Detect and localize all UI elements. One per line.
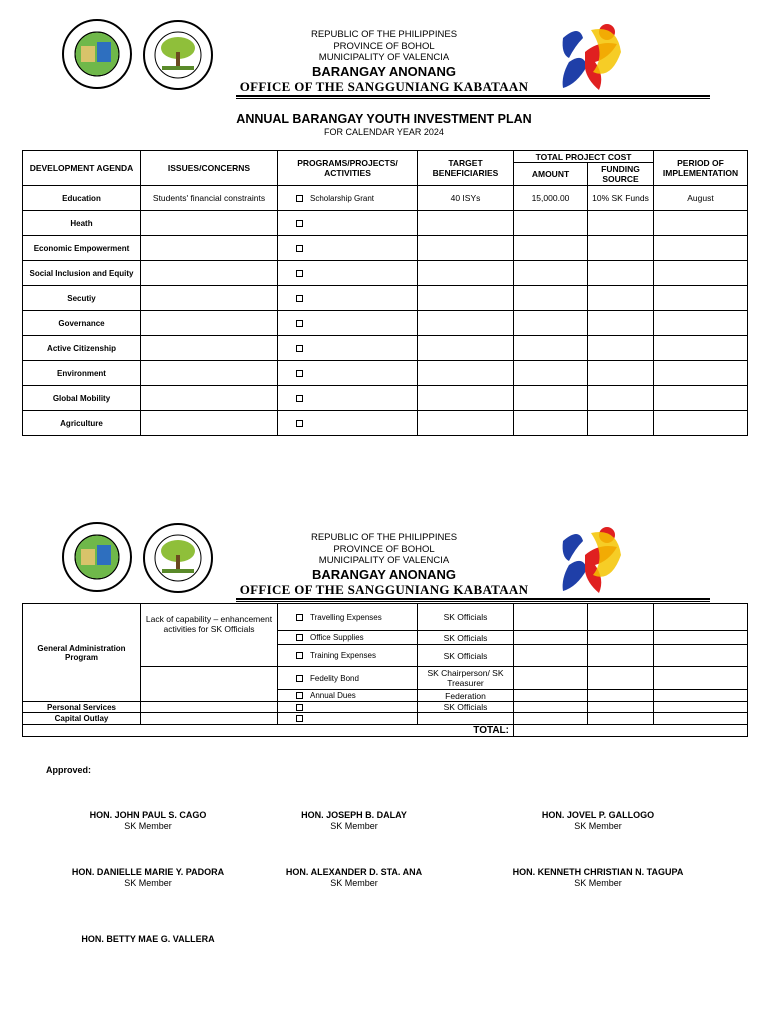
- co-target-cell: [418, 713, 514, 725]
- co-period-cell: [654, 713, 748, 725]
- header-rule: [236, 598, 710, 602]
- sk-logo-icon: [555, 521, 625, 597]
- personal-services-label: Personal Services: [23, 702, 141, 713]
- investment-plan-table: [22, 150, 748, 436]
- header-province: PROVINCE OF BOHOL: [333, 544, 435, 555]
- table-row: [23, 361, 748, 386]
- program-cell: [278, 261, 418, 286]
- amount-cell: [514, 411, 588, 436]
- table-row: [23, 186, 748, 211]
- co-issues-cell: [141, 713, 278, 725]
- funding-cell: [588, 411, 654, 436]
- target-cell: [418, 311, 514, 336]
- admin-issues-empty: [141, 667, 278, 702]
- admin-target: Federation: [418, 690, 514, 702]
- signatory-role: SK Member: [330, 821, 378, 831]
- signatory-name: HON. KENNETH CHRISTIAN N. TAGUPA: [512, 867, 684, 877]
- total-value-cell: [514, 725, 748, 737]
- issues-cell: [141, 336, 278, 361]
- plan-subtitle: FOR CALENDAR YEAR 2024: [324, 127, 444, 137]
- admin-program-label: Annual Dues: [310, 691, 356, 700]
- co-program-cell: [278, 713, 418, 725]
- admin-agenda: General Administration Program: [23, 604, 141, 702]
- issues-cell: [141, 411, 278, 436]
- amount-cell: [514, 261, 588, 286]
- target-cell: [418, 361, 514, 386]
- funding-cell: 10% SK Funds: [588, 186, 654, 211]
- issues-cell: [141, 261, 278, 286]
- admin-target: SK Officials: [418, 631, 514, 645]
- period-cell: [654, 411, 748, 436]
- checkbox[interactable]: [296, 370, 303, 377]
- agenda-cell: Education: [23, 186, 141, 211]
- admin-amount-cell: [514, 667, 588, 690]
- header-target: TARGET BENEFICIARIES: [418, 151, 514, 186]
- table-row: [23, 311, 748, 336]
- ps-target: SK Officials: [418, 702, 514, 713]
- target-cell: [418, 411, 514, 436]
- funding-cell: [588, 261, 654, 286]
- admin-program-cell: [278, 604, 418, 631]
- admin-funding-cell: [588, 690, 654, 702]
- program-cell: [278, 311, 418, 336]
- checkbox[interactable]: [296, 245, 303, 252]
- amount-cell: 15,000.00: [514, 186, 588, 211]
- valencia-seal-icon: [61, 18, 133, 90]
- program-cell: [278, 411, 418, 436]
- header-barangay: BARANGAY ANONANG: [312, 64, 456, 79]
- table-row: [23, 336, 748, 361]
- table-row: [23, 236, 748, 261]
- funding-cell: [588, 286, 654, 311]
- checkbox[interactable]: [296, 345, 303, 352]
- admin-period-cell: [654, 667, 748, 690]
- header-agenda: DEVELOPMENT AGENDA: [23, 151, 141, 186]
- table-row: [23, 411, 748, 436]
- target-cell: [418, 286, 514, 311]
- amount-cell: [514, 211, 588, 236]
- agenda-cell: Heath: [23, 211, 141, 236]
- signatory-name: HON. BETTY MAE G. VALLERA: [81, 934, 215, 944]
- checkbox[interactable]: [296, 704, 303, 711]
- checkbox[interactable]: [296, 692, 303, 699]
- signatory-name: HON. JOSEPH B. DALAY: [301, 810, 407, 820]
- admin-program-cell: [278, 645, 418, 667]
- header-republic: REPUBLIC OF THE PHILIPPINES: [310, 532, 458, 543]
- ps-issues-cell: [141, 702, 278, 713]
- admin-program-label: Office Supplies: [310, 633, 364, 642]
- agenda-cell: Social Inclusion and Equity: [23, 261, 141, 286]
- admin-amount-cell: [514, 604, 588, 631]
- issues-cell: [141, 286, 278, 311]
- checkbox[interactable]: [296, 675, 303, 682]
- signatory-role: SK Member: [330, 878, 378, 888]
- signatory-role: SK Member: [574, 821, 622, 831]
- co-funding-cell: [588, 713, 654, 725]
- checkbox[interactable]: [296, 652, 303, 659]
- admin-amount-cell: [514, 631, 588, 645]
- agenda-cell: Active Citizenship: [23, 336, 141, 361]
- period-cell: [654, 286, 748, 311]
- period-cell: [654, 261, 748, 286]
- period-cell: [654, 236, 748, 261]
- ps-program-cell: [278, 702, 418, 713]
- admin-period-cell: [654, 645, 748, 667]
- target-cell: [418, 261, 514, 286]
- signatory-name: HON. ALEXANDER D. STA. ANA: [285, 867, 423, 877]
- total-label: TOTAL:: [23, 725, 514, 737]
- table-row: [23, 286, 748, 311]
- checkbox[interactable]: [296, 614, 303, 621]
- period-cell: August: [654, 186, 748, 211]
- program-cell: [278, 211, 418, 236]
- checkbox[interactable]: [296, 320, 303, 327]
- target-cell: [418, 386, 514, 411]
- funding-cell: [588, 386, 654, 411]
- period-cell: [654, 361, 748, 386]
- issues-cell: [141, 361, 278, 386]
- target-cell: 40 ISYs: [418, 186, 514, 211]
- period-cell: [654, 311, 748, 336]
- funding-cell: [588, 211, 654, 236]
- target-cell: [418, 236, 514, 261]
- signatory-name: HON. JOVEL P. GALLOGO: [541, 810, 655, 820]
- admin-funding-cell: [588, 667, 654, 690]
- amount-cell: [514, 386, 588, 411]
- sk-logo-icon: [555, 18, 625, 94]
- admin-period-cell: [654, 631, 748, 645]
- header-period: PERIOD OF IMPLEMENTATION: [654, 151, 748, 186]
- checkbox[interactable]: [296, 634, 303, 641]
- issues-cell: Students' financial constraints: [141, 186, 278, 211]
- signatory-name: HON. DANIELLE MARIE Y. PADORA: [71, 867, 225, 877]
- header-programs: PROGRAMS/PROJECTS/ ACTIVITIES: [278, 151, 418, 186]
- issues-cell: [141, 311, 278, 336]
- header-issues: ISSUES/CONCERNS: [141, 151, 278, 186]
- ps-funding-cell: [588, 702, 654, 713]
- admin-target: SK Chairperson/ SK Treasurer: [418, 667, 514, 690]
- agenda-cell: Secutiy: [23, 286, 141, 311]
- funding-cell: [588, 336, 654, 361]
- funding-cell: [588, 236, 654, 261]
- table-row: [23, 386, 748, 411]
- admin-issues: Lack of capability – enhancement activities for SK Officials: [141, 604, 278, 667]
- admin-program-label: Training Expenses: [310, 651, 376, 660]
- header-rule: [236, 95, 710, 99]
- admin-funding-cell: [588, 604, 654, 631]
- program-cell: [278, 361, 418, 386]
- admin-period-cell: [654, 604, 748, 631]
- admin-funding-cell: [588, 645, 654, 667]
- admin-program-cell: [278, 667, 418, 690]
- admin-period-cell: [654, 690, 748, 702]
- ps-amount-cell: [514, 702, 588, 713]
- admin-program-label: Travelling Expenses: [310, 612, 382, 622]
- amount-cell: [514, 336, 588, 361]
- header-office: OFFICE OF THE SANGGUNIANG KABATAAN: [239, 582, 529, 597]
- checkbox[interactable]: [296, 295, 303, 302]
- valencia-seal-icon: [61, 521, 133, 593]
- plan-title: ANNUAL BARANGAY YOUTH INVESTMENT PLAN: [236, 112, 532, 126]
- admin-funding-cell: [588, 631, 654, 645]
- amount-cell: [514, 286, 588, 311]
- admin-target: SK Officials: [418, 645, 514, 667]
- amount-cell: [514, 236, 588, 261]
- program-cell: [278, 236, 418, 261]
- checkbox[interactable]: [296, 270, 303, 277]
- agenda-cell: Governance: [23, 311, 141, 336]
- approved-label: Approved:: [46, 765, 91, 775]
- program-label: Scholarship Grant: [310, 193, 375, 203]
- signatory-role: SK Member: [574, 878, 622, 888]
- admin-amount-cell: [514, 645, 588, 667]
- target-cell: [418, 211, 514, 236]
- agenda-cell: Environment: [23, 361, 141, 386]
- header-municipality: MUNICIPALITY OF VALENCIA: [318, 555, 450, 566]
- header-funding: FUNDING SOURCE: [588, 163, 654, 186]
- capital-outlay-label: Capital Outlay: [23, 713, 141, 725]
- admin-program-cell: [278, 631, 418, 645]
- amount-cell: [514, 361, 588, 386]
- period-cell: [654, 336, 748, 361]
- period-cell: [654, 386, 748, 411]
- admin-table: [22, 603, 748, 737]
- signatory-role: SK Member: [124, 821, 172, 831]
- signatory-role: SK Member: [124, 878, 172, 888]
- program-cell: [278, 286, 418, 311]
- table-row: [23, 261, 748, 286]
- issues-cell: [141, 386, 278, 411]
- admin-program-cell: [278, 690, 418, 702]
- checkbox[interactable]: [296, 715, 303, 722]
- issues-cell: [141, 211, 278, 236]
- admin-target: SK Officials: [418, 604, 514, 631]
- agenda-cell: Agriculture: [23, 411, 141, 436]
- program-cell: [278, 186, 418, 211]
- checkbox[interactable]: [296, 395, 303, 402]
- checkbox[interactable]: [296, 420, 303, 427]
- amount-cell: [514, 311, 588, 336]
- co-amount-cell: [514, 713, 588, 725]
- funding-cell: [588, 311, 654, 336]
- signatory-name: HON. JOHN PAUL S. CAGO: [89, 810, 207, 820]
- table-row: [23, 211, 748, 236]
- program-cell: [278, 386, 418, 411]
- agenda-cell: Economic Empowerment: [23, 236, 141, 261]
- funding-cell: [588, 361, 654, 386]
- issues-cell: [141, 236, 278, 261]
- period-cell: [654, 211, 748, 236]
- checkbox[interactable]: [296, 220, 303, 227]
- ps-period-cell: [654, 702, 748, 713]
- header-office: OFFICE OF THE SANGGUNIANG KABATAAN: [239, 79, 529, 94]
- header-amount: AMOUNT: [514, 163, 588, 186]
- admin-amount-cell: [514, 690, 588, 702]
- program-cell: [278, 336, 418, 361]
- header-republic: REPUBLIC OF THE PHILIPPINES: [310, 29, 458, 40]
- checkbox[interactable]: [296, 195, 303, 202]
- agenda-cell: Global Mobility: [23, 386, 141, 411]
- admin-program-label: Fedelity Bond: [310, 673, 359, 683]
- header-province: PROVINCE OF BOHOL: [333, 41, 435, 52]
- header-barangay: BARANGAY ANONANG: [312, 567, 456, 582]
- header-total-cost: TOTAL PROJECT COST: [514, 151, 654, 163]
- target-cell: [418, 336, 514, 361]
- header-municipality: MUNICIPALITY OF VALENCIA: [318, 52, 450, 63]
